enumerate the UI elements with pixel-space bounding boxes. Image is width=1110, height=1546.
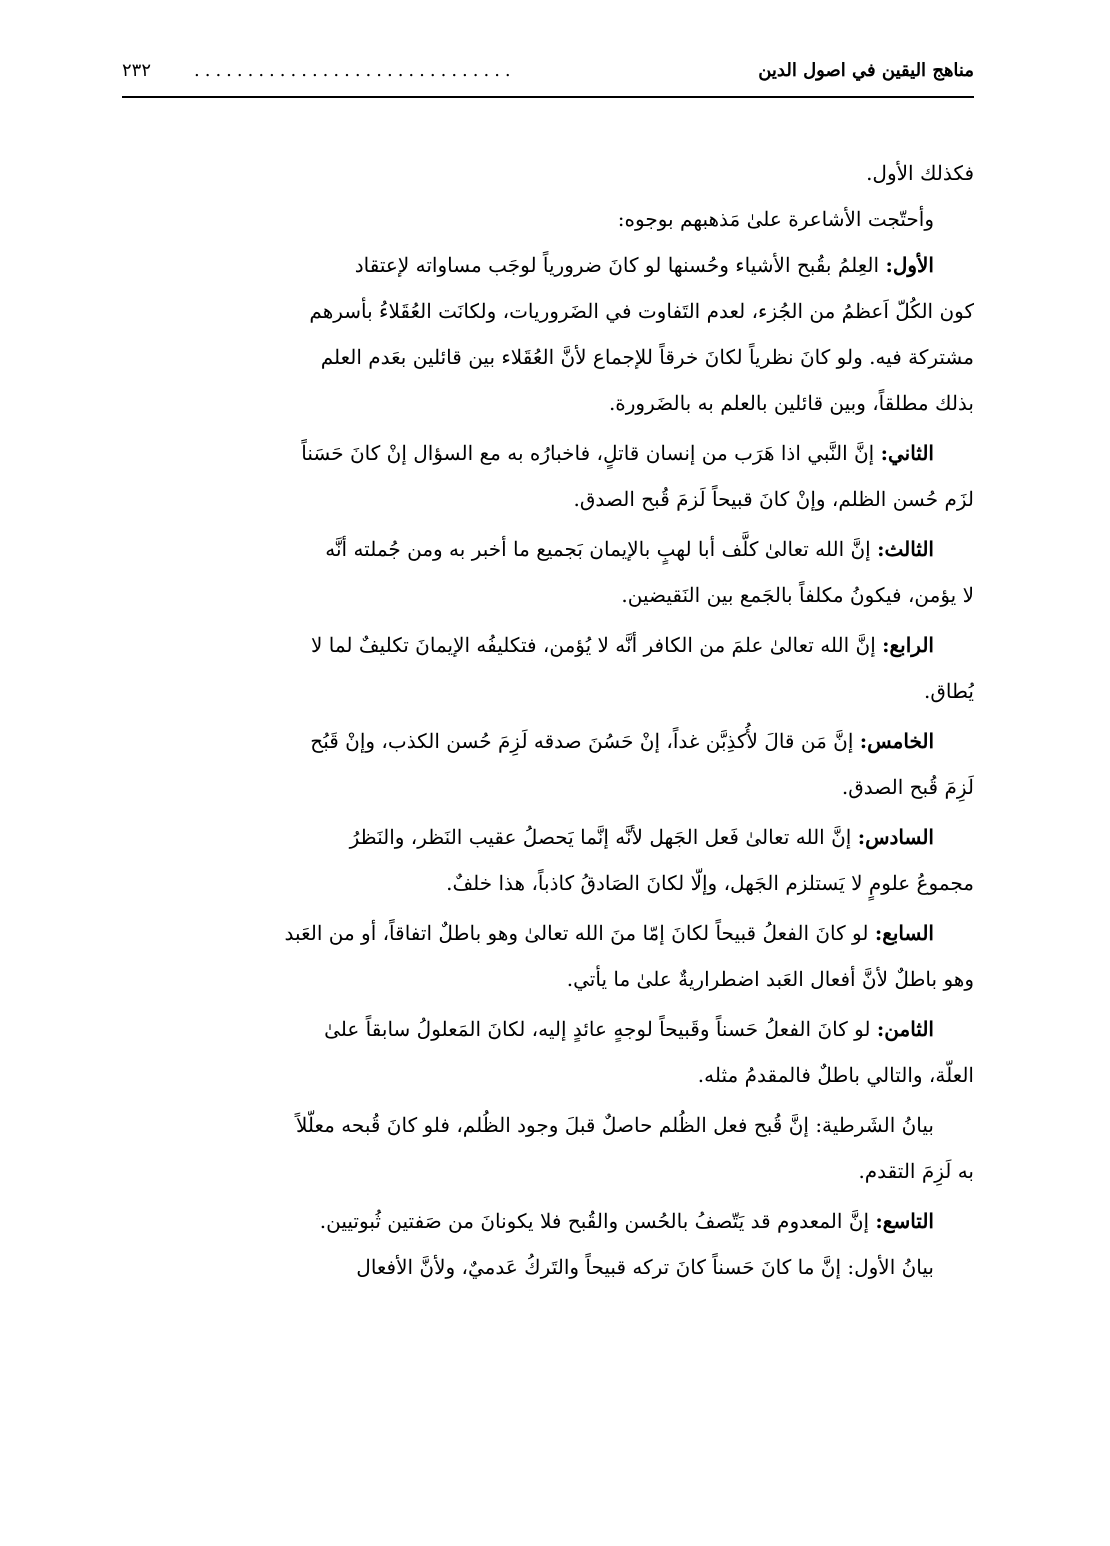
running-header — [122, 56, 974, 98]
argument-sixth — [122, 814, 974, 860]
argument-text: إنَّ الله تعالىٰ كلَّف أبا لهبٍ بالإيمان بَجميع ما أخبر به ومن جُملته أنَّه — [325, 537, 878, 561]
header-leader-dots: .............................. — [194, 60, 516, 81]
text-line: لزَم حُسن الظلم، وإنْ كانَ قبيحاً لَزمَ قُبح الصدق. — [573, 487, 974, 511]
text-line: بذلك مطلقاً، وبين قائلين بالعلم به بالضَرورة. — [608, 391, 974, 415]
argument-label: الثاني: — [880, 441, 934, 465]
argument-third — [122, 526, 974, 572]
argument-text: إنَّ النَّبي اذا هَرَب من إنسان قاتلٍ، فاخبارُه به مع السؤال إنْ كانَ حَسَناً — [301, 441, 881, 465]
argument-first — [122, 242, 974, 288]
argument-label: الأول: — [885, 253, 934, 277]
text-line: مشتركة فيه. ولو كانَ نظرياً لكانَ خرقاً للإجماع لأنَّ العُقَلاء بين قائلين بعَدم العلم — [320, 345, 974, 369]
text-line: يُطاق. — [924, 679, 974, 703]
argument-label: الخامس: — [859, 729, 934, 753]
text-line: مجموعُ علومٍ لا يَستلزم الجَهل، وإلّا لكانَ الصَادقُ كاذباً، هذا خلفٌ. — [446, 871, 974, 895]
argument-ninth — [122, 1198, 974, 1244]
page-number: ٢٣٢ — [122, 60, 152, 81]
book-title: مناهج اليقين في اصول الدين — [758, 60, 974, 81]
argument-text: لو كانَ الفعلُ حَسناً وقَبيحاً لوجهٍ عائدٍ إليه، لكانَ المَعلولُ سابقاً علىٰ — [324, 1017, 877, 1041]
text-line: لا يؤمن، فيكونُ مكلفاً بالجَمع بين النَقيضين. — [621, 583, 974, 607]
argument-label: الثامن: — [876, 1017, 934, 1041]
argument-seventh — [122, 910, 974, 956]
argument-fourth — [122, 622, 974, 668]
text-line: لَزِمَ قُبح الصدق. — [841, 775, 974, 799]
argument-label: الرابع: — [882, 633, 934, 657]
argument-text: إنَّ الله تعالىٰ علمَ من الكافر أنَّه لا يُؤمن، فتكليفُه الإيمانَ تكليفٌ لما لا — [310, 633, 883, 657]
body-text — [122, 150, 974, 1290]
argument-label: التاسع: — [875, 1209, 934, 1233]
text-line: به لَزِمَ التقدم. — [858, 1159, 974, 1183]
argument-text: لو كانَ الفعلُ قبيحاً لكانَ إمّا منَ الله تعالىٰ وهو باطلٌ اتفاقاً، أو من العَبد — [284, 921, 875, 945]
argument-label: الثالث: — [877, 537, 934, 561]
argument-eighth — [122, 1006, 974, 1052]
text-line: وهو باطلٌ لأنَّ أفعال العَبد اضطراريةٌ علىٰ ما يأتي. — [566, 967, 974, 991]
argument-text: إنَّ المعدوم قد يَتّصفُ بالحُسن والقُبح فلا يكونانَ من صَفتين ثُبوتيين. — [319, 1209, 876, 1233]
argument-text: العِلمُ بقُبح الأشياء وحُسنها لو كانَ ضرورياً لوجَب مساواته لإعتقاد — [354, 253, 886, 277]
text-line: وأحتّجت الأشاعرة علىٰ مَذهبهم بوجوه: — [617, 207, 934, 231]
argument-label: السادس: — [857, 825, 934, 849]
argument-text: إنَّ الله تعالىٰ فَعل الجَهل لأنَّه إنَّما يَحصلُ عقيب النَظر، والنَظرُ — [349, 825, 858, 849]
text-line: فكذلك الأول. — [866, 161, 974, 185]
text-line: العلّة، والتالي باطلٌ فالمقدمُ مثله. — [697, 1063, 974, 1087]
text-line: بيانُ الأول: إنَّ ما كانَ حَسناً كانَ تركه قبيحاً والتَركُ عَدميٌ، ولأنَّ الأفعال — [356, 1255, 934, 1279]
argument-text: إنَّ مَن قالَ لأُكذِبَّن غداً، إنْ حَسُنَ صدقه لَزِمَ حُسن الكذب، وإنْ قَبُح — [310, 729, 860, 753]
argument-fifth — [122, 718, 974, 764]
text-line: بيانُ الشَرطية: إنَّ قُبح فعل الظُلم حاصلٌ قبلَ وجود الظُلم، فلو كانَ قُبحه معلّلاً — [295, 1113, 934, 1137]
argument-second — [122, 430, 974, 476]
text-line: كون الكُلّ اَعظمُ من الجُزء، لعدم التَفاوت في الضَروريات، ولكانَت العُقَلاءُ بأسرهم — [309, 299, 974, 323]
argument-label: السابع: — [874, 921, 934, 945]
